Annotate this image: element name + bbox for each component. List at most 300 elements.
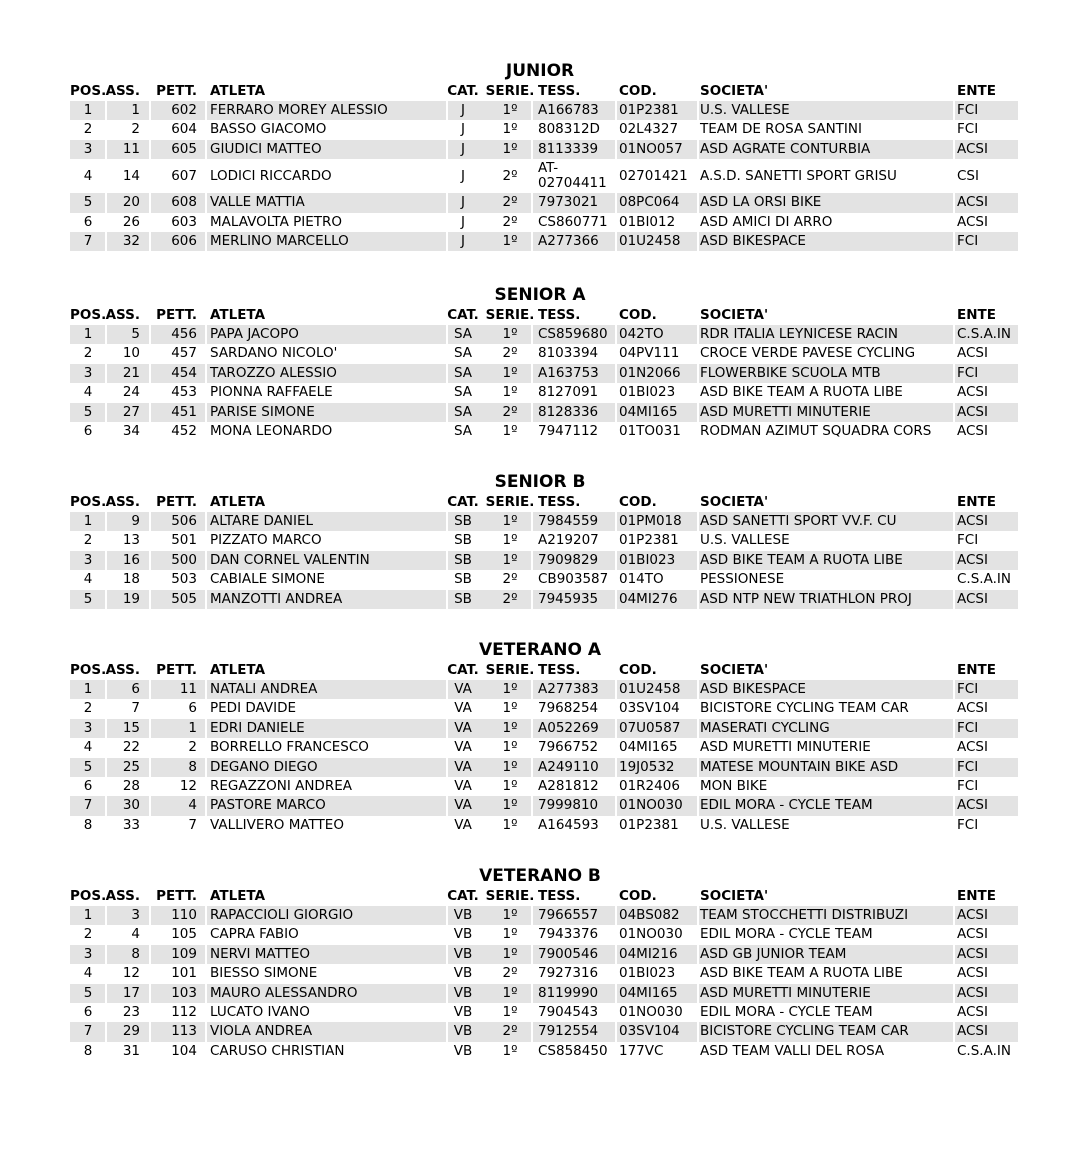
cell-cod: 03SV104 [619, 700, 680, 717]
cell-tess: 7909829 [538, 551, 599, 568]
table-row [0, 796, 1080, 815]
section-title [0, 639, 1080, 661]
cell-cod: 01NO030 [619, 926, 683, 943]
cell-pos: 5 [83, 984, 93, 1001]
cell-pett: 103 [171, 984, 197, 1001]
cell-atleta: REGAZZONI ANDREA [210, 777, 352, 794]
cell-serie: 1º [502, 739, 518, 756]
header-serie: SERIE. [485, 494, 535, 510]
cell-societa: TEAM DE ROSA SANTINI [700, 121, 862, 138]
cell-ente: ACSI [957, 797, 988, 814]
cell-ass: 4 [131, 926, 140, 943]
cell-pett: 602 [171, 102, 197, 118]
cell-serie: 2º [502, 590, 518, 607]
cell-pos: 7 [83, 232, 93, 249]
cell-atleta: EDRI DANIELE [210, 719, 305, 736]
cell-pos: 4 [83, 739, 93, 756]
cell-pett: 112 [171, 1003, 197, 1020]
cell-ente: ACSI [957, 422, 988, 439]
cell-tess: 8127091 [538, 384, 599, 401]
cell-atleta: SARDANO NICOLO' [210, 345, 338, 362]
cell-societa: ASD BIKESPACE [700, 681, 806, 697]
cell-pos: 2 [83, 700, 93, 717]
table-row [0, 1042, 1080, 1061]
header-tess: TESS. [538, 888, 581, 904]
cell-cod: 04PV111 [619, 345, 680, 362]
cell-societa: PESSIONESE [700, 571, 785, 588]
header-ass: ASS. [105, 307, 140, 323]
table-row [0, 551, 1080, 570]
cell-societa: ASD MURETTI MINUTERIE [700, 739, 871, 756]
cell-serie: 2º [502, 1023, 518, 1040]
cell-tess: 7900546 [538, 945, 599, 962]
cell-pett: 7 [188, 816, 197, 833]
cell-serie: 1º [502, 121, 518, 138]
cell-tess: CS860771 [538, 213, 608, 230]
header-pos: POS. [70, 662, 107, 678]
cell-ente: ACSI [957, 590, 988, 607]
header-pett: PETT. [156, 83, 197, 99]
cell-tess: 8103394 [538, 345, 599, 362]
cell-pos: 1 [83, 102, 93, 118]
header-ente: ENTE [957, 662, 996, 678]
cell-cod: 08PC064 [619, 194, 680, 211]
cell-ente: C.S.A.IN [957, 571, 1011, 588]
cell-cat: VB [453, 926, 473, 943]
cell-ente: FCI [957, 532, 979, 549]
cell-ente: ACSI [957, 551, 988, 568]
cell-ass: 5 [131, 326, 140, 342]
cell-pett: 505 [171, 590, 197, 607]
cell-pos: 1 [83, 907, 93, 923]
cell-atleta: DAN CORNEL VALENTIN [210, 551, 370, 568]
cell-cod: 04MI276 [619, 590, 678, 607]
header-atleta: ATLETA [210, 662, 266, 678]
cell-atleta: BIESSO SIMONE [210, 965, 318, 982]
cell-societa: ASD LA ORSI BIKE [700, 194, 822, 211]
cell-cat: J [461, 102, 465, 118]
cell-pett: 4 [188, 797, 197, 814]
cell-ente: ACSI [957, 926, 988, 943]
cell-societa: ASD NTP NEW TRIATHLON PROJ [700, 590, 912, 607]
cell-tess: 8119990 [538, 984, 599, 1001]
cell-cod: 04MI165 [619, 984, 678, 1001]
cell-cod: 01U2458 [619, 681, 681, 697]
cell-ass: 6 [131, 681, 140, 697]
cell-atleta: ALTARE DANIEL [210, 513, 314, 529]
cell-ente: ACSI [957, 384, 988, 401]
cell-atleta: MONA LEONARDO [210, 422, 333, 439]
header-societa: SOCIETA' [700, 307, 769, 323]
cell-pett: 109 [171, 945, 197, 962]
cell-cod: 04BS082 [619, 907, 680, 923]
cell-tess: 8128336 [538, 403, 599, 420]
header-cod: COD. [619, 83, 657, 99]
cell-ente: ACSI [957, 140, 988, 157]
header-cat: CAT. [447, 888, 479, 904]
cell-serie: 1º [502, 926, 518, 943]
cell-pett: 457 [171, 345, 197, 362]
cell-ente: ACSI [957, 345, 988, 362]
cell-pos: 4 [83, 384, 93, 401]
cell-pos: 5 [83, 758, 93, 775]
cell-ente: FCI [957, 232, 979, 249]
cell-atleta: PEDI DAVIDE [210, 700, 297, 717]
cell-atleta: RAPACCIOLI GIORGIO [210, 907, 354, 923]
cell-atleta: CAPRA FABIO [210, 926, 299, 943]
header-cod: COD. [619, 494, 657, 510]
cell-pos: 8 [83, 1042, 93, 1059]
cell-atleta: VALLE MATTIA [210, 194, 305, 211]
header-serie: SERIE. [485, 662, 535, 678]
cell-ente: ACSI [957, 739, 988, 756]
cell-ass: 25 [122, 758, 140, 775]
table-row [0, 906, 1080, 925]
cell-societa: ASD SANETTI SPORT VV.F. CU [700, 513, 897, 529]
table-row [0, 964, 1080, 983]
header-pett: PETT. [156, 494, 197, 510]
cell-pett: 1 [188, 719, 197, 736]
cell-cod: 04MI165 [619, 739, 678, 756]
cell-atleta: MERLINO MARCELLO [210, 232, 349, 249]
cell-pett: 110 [171, 907, 197, 923]
cell-ente: ACSI [957, 194, 988, 211]
cell-serie: 1º [502, 140, 518, 157]
cell-pett: 607 [171, 168, 197, 185]
cell-pos: 2 [83, 532, 93, 549]
cell-societa: U.S. VALLESE [700, 816, 790, 833]
cell-societa: RDR ITALIA LEYNICESE RACIN [700, 326, 898, 342]
cell-societa: BICISTORE CYCLING TEAM CAR [700, 700, 909, 717]
table-row [0, 422, 1080, 441]
cell-cat: SB [454, 551, 472, 568]
cell-ass: 18 [122, 571, 140, 588]
cell-pos: 7 [83, 1023, 93, 1040]
cell-societa: U.S. VALLESE [700, 102, 790, 118]
table-row [0, 816, 1080, 835]
cell-cod: 01PM018 [619, 513, 682, 529]
cell-pos: 7 [83, 797, 93, 814]
cell-societa: ASD MURETTI MINUTERIE [700, 984, 871, 1001]
cell-pos: 3 [83, 551, 93, 568]
header-ass: ASS. [105, 494, 140, 510]
cell-atleta: VIOLA ANDREA [210, 1023, 313, 1040]
cell-pos: 1 [83, 513, 93, 529]
cell-pett: 6 [188, 700, 197, 717]
cell-societa: ASD BIKE TEAM A RUOTA LIBE [700, 551, 903, 568]
cell-tess: 7912554 [538, 1023, 599, 1040]
cell-cod: 04MI165 [619, 403, 678, 420]
cell-atleta: PARISE SIMONE [210, 403, 315, 420]
cell-ente: ACSI [957, 1023, 988, 1040]
cell-ass: 34 [122, 422, 140, 439]
cell-societa: TEAM STOCCHETTI DISTRIBUZI [700, 907, 909, 923]
cell-ente: ACSI [957, 513, 988, 529]
cell-tess: 808312D [538, 121, 600, 138]
cell-pett: 104 [171, 1042, 197, 1059]
cell-pett: 12 [179, 777, 197, 794]
header-atleta: ATLETA [210, 83, 266, 99]
table-row [0, 512, 1080, 531]
table-row [0, 120, 1080, 139]
table-row [0, 570, 1080, 589]
table-row [0, 364, 1080, 383]
cell-ass: 19 [122, 590, 140, 607]
cell-pos: 5 [83, 403, 93, 420]
header-cat: CAT. [447, 307, 479, 323]
cell-ente: ACSI [957, 700, 988, 717]
section-title-text: VETERANO A [479, 640, 601, 660]
cell-cat: J [461, 194, 465, 211]
cell-serie: 1º [502, 532, 518, 549]
cell-pos: 2 [83, 121, 93, 138]
cell-ass: 27 [122, 403, 140, 420]
cell-tess: 7973021 [538, 194, 599, 211]
section-title-text: VETERANO B [479, 866, 601, 886]
cell-serie: 1º [502, 422, 518, 439]
table-row [0, 590, 1080, 609]
cell-atleta: BORRELLO FRANCESCO [210, 739, 369, 756]
cell-pos: 1 [83, 681, 93, 697]
cell-ass: 14 [122, 168, 140, 185]
header-ente: ENTE [957, 494, 996, 510]
cell-cod: 01NO030 [619, 797, 683, 814]
section-title [0, 865, 1080, 887]
header-ass: ASS. [105, 888, 140, 904]
cell-cod: 07U0587 [619, 719, 681, 736]
cell-cat: J [461, 121, 465, 138]
cell-societa: ASD BIKESPACE [700, 232, 806, 249]
header-tess: TESS. [538, 494, 581, 510]
cell-tess: 7904543 [538, 1003, 599, 1020]
cell-societa: RODMAN AZIMUT SQUADRA CORS [700, 422, 932, 439]
cell-serie: 1º [502, 1003, 518, 1020]
header-pos: POS. [70, 83, 107, 99]
section-title-text: SENIOR A [494, 285, 586, 305]
cell-pett: 454 [171, 364, 197, 381]
cell-ass: 7 [131, 700, 140, 717]
table-body [0, 101, 1080, 251]
cell-pos: 3 [83, 945, 93, 962]
table-header [0, 661, 1080, 679]
cell-atleta: BASSO GIACOMO [210, 121, 327, 138]
cell-cod: 042TO [619, 326, 664, 342]
cell-societa: EDIL MORA - CYCLE TEAM [700, 797, 873, 814]
table-row [0, 984, 1080, 1003]
cell-ente: ACSI [957, 965, 988, 982]
cell-cod: 01N2066 [619, 364, 681, 381]
cell-cat: VA [454, 700, 472, 717]
cell-pos: 3 [83, 364, 93, 381]
table-row [0, 699, 1080, 718]
cell-serie: 1º [502, 719, 518, 736]
header-ente: ENTE [957, 888, 996, 904]
cell-atleta: PIZZATO MARCO [210, 532, 322, 549]
table-row [0, 925, 1080, 944]
cell-societa: ASD GB JUNIOR TEAM [700, 945, 847, 962]
cell-serie: 2º [502, 213, 518, 230]
cell-cat: VB [453, 907, 473, 923]
cell-pett: 608 [171, 194, 197, 211]
header-cat: CAT. [447, 83, 479, 99]
cell-cat: SA [453, 422, 473, 439]
table-header [0, 887, 1080, 905]
cell-ass: 26 [122, 213, 140, 230]
table-row [0, 403, 1080, 422]
cell-societa: A.S.D. SANETTI SPORT GRISU [700, 168, 897, 185]
cell-tess: A281812 [538, 777, 599, 794]
cell-tess: 7968254 [538, 700, 599, 717]
cell-pos: 6 [83, 422, 93, 439]
cell-societa: ASD BIKE TEAM A RUOTA LIBE [700, 384, 903, 401]
cell-tess: A052269 [538, 719, 599, 736]
cell-pett: 604 [171, 121, 197, 138]
cell-ass: 10 [122, 345, 140, 362]
cell-societa: FLOWERBIKE SCUOLA MTB [700, 364, 881, 381]
table-row [0, 738, 1080, 757]
table-row [0, 159, 1080, 193]
table-body [0, 512, 1080, 609]
cell-cat: SB [454, 590, 472, 607]
cell-serie: 1º [502, 777, 518, 794]
cell-cod: 02L4327 [619, 121, 679, 138]
cell-pett: 11 [179, 681, 197, 697]
cell-cod: 01R2406 [619, 777, 680, 794]
cell-tess: 7966557 [538, 907, 599, 923]
cell-pett: 500 [171, 551, 197, 568]
cell-pos: 6 [83, 213, 93, 230]
cell-serie: 1º [502, 816, 518, 833]
table-row [0, 531, 1080, 550]
table-body [0, 325, 1080, 441]
cell-ass: 21 [122, 364, 140, 381]
cell-ente: ACSI [957, 1003, 988, 1020]
cell-tess: A164593 [538, 816, 599, 833]
cell-cod: 01BI023 [619, 965, 676, 982]
cell-cat: VB [453, 984, 473, 1001]
cell-societa: ASD MURETTI MINUTERIE [700, 403, 871, 420]
table-row [0, 758, 1080, 777]
cell-serie: 1º [502, 758, 518, 775]
cell-serie: 1º [502, 232, 518, 249]
cell-cod: 02701421 [619, 168, 688, 185]
cell-cod: 19J0532 [619, 758, 675, 775]
cell-cod: 01BI012 [619, 213, 676, 230]
cell-ass: 2 [131, 121, 140, 138]
cell-ente: FCI [957, 719, 979, 736]
cell-ass: 3 [131, 907, 140, 923]
cell-societa: MASERATI CYCLING [700, 719, 830, 736]
cell-societa: EDIL MORA - CYCLE TEAM [700, 926, 873, 943]
header-cod: COD. [619, 888, 657, 904]
cell-ass: 32 [122, 232, 140, 249]
cell-atleta: CABIALE SIMONE [210, 571, 325, 588]
header-atleta: ATLETA [210, 494, 266, 510]
cell-serie: 1º [502, 384, 518, 401]
cell-ente: FCI [957, 816, 979, 833]
cell-cat: SA [453, 384, 473, 401]
cell-tess: 7927316 [538, 965, 599, 982]
cell-cod: 01NO057 [619, 140, 683, 157]
cell-atleta: NERVI MATTEO [210, 945, 311, 962]
cell-tess: A277366 [538, 232, 599, 249]
cell-ente: FCI [957, 758, 979, 775]
cell-serie: 2º [502, 403, 518, 420]
cell-societa: ASD AMICI DI ARRO [700, 213, 833, 230]
cell-cat: SA [453, 364, 473, 381]
table-body [0, 906, 1080, 1061]
cell-pett: 603 [171, 213, 197, 230]
cell-ente: ACSI [957, 907, 988, 923]
header-societa: SOCIETA' [700, 83, 769, 99]
cell-cod: 01BI023 [619, 551, 676, 568]
header-serie: SERIE. [485, 307, 535, 323]
header-tess: TESS. [538, 307, 581, 323]
cell-cod: 04MI216 [619, 945, 678, 962]
cell-serie: 1º [502, 326, 518, 342]
cell-ass: 16 [122, 551, 140, 568]
cell-ente: FCI [957, 777, 979, 794]
cell-pos: 4 [83, 965, 93, 982]
table-row [0, 101, 1080, 120]
cell-pos: 8 [83, 816, 93, 833]
table-row [0, 140, 1080, 159]
table-body [0, 680, 1080, 835]
cell-atleta: TAROZZO ALESSIO [210, 364, 337, 381]
cell-ass: 15 [122, 719, 140, 736]
header-ente: ENTE [957, 307, 996, 323]
cell-serie: 2º [502, 345, 518, 362]
cell-pos: 6 [83, 1003, 93, 1020]
cell-ente: CSI [957, 168, 979, 185]
cell-ente: ACSI [957, 945, 988, 962]
cell-tess: A249110 [538, 758, 599, 775]
cell-serie: 2º [502, 571, 518, 588]
cell-cod: 01P2381 [619, 532, 679, 549]
table-row [0, 193, 1080, 212]
table-header [0, 493, 1080, 511]
cell-pett: 501 [171, 532, 197, 549]
cell-tess: A166783 [538, 102, 599, 118]
header-ass: ASS. [105, 83, 140, 99]
cell-cat: VA [454, 719, 472, 736]
section-title-text: JUNIOR [505, 61, 575, 81]
cell-ass: 22 [122, 739, 140, 756]
cell-serie: 1º [502, 551, 518, 568]
cell-cat: VB [453, 965, 473, 982]
table-row [0, 777, 1080, 796]
header-pos: POS. [70, 307, 107, 323]
table-row [0, 325, 1080, 344]
cell-cat: VA [454, 797, 472, 814]
header-tess: TESS. [538, 83, 581, 99]
cell-ente: ACSI [957, 403, 988, 420]
cell-cat: VB [453, 945, 473, 962]
cell-pett: 606 [171, 232, 197, 249]
cell-atleta: MALAVOLTA PIETRO [210, 213, 343, 230]
cell-serie: 2º [502, 168, 518, 185]
cell-pett: 503 [171, 571, 197, 588]
cell-atleta: MANZOTTI ANDREA [210, 590, 343, 607]
cell-ass: 17 [122, 984, 140, 1001]
cell-tess: 7984559 [538, 513, 599, 529]
cell-pett: 105 [171, 926, 197, 943]
cell-atleta: PIONNA RAFFAELE [210, 384, 333, 401]
cell-tess: A163753 [538, 364, 599, 381]
section-title [0, 471, 1080, 493]
cell-cod: 03SV104 [619, 1023, 680, 1040]
cell-tess: A219207 [538, 532, 599, 549]
